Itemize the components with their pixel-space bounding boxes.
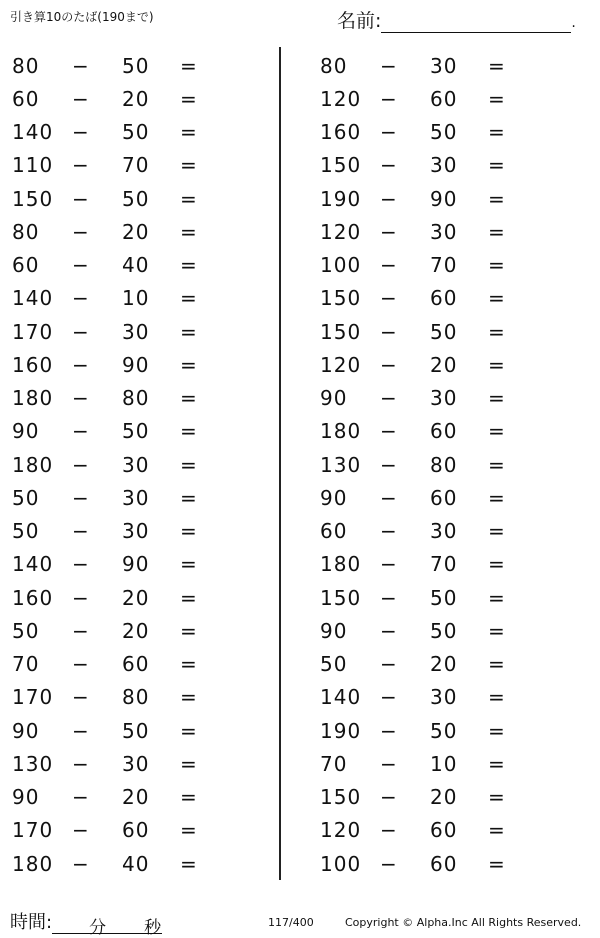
equals-sign: = — [180, 86, 197, 111]
problem-row — [0, 814, 280, 847]
minus-sign: − — [72, 153, 89, 178]
name-end-mark: . — [571, 15, 576, 31]
minuend: 190 — [320, 186, 362, 211]
subtrahend: 50 — [122, 120, 150, 145]
equals-sign: = — [488, 120, 505, 145]
minuend: 60 — [12, 253, 40, 278]
equals-sign: = — [488, 818, 505, 843]
subtrahend: 20 — [122, 219, 150, 244]
problem-row — [0, 82, 280, 115]
subtrahend: 30 — [122, 485, 150, 510]
equals-sign: = — [180, 120, 197, 145]
minus-sign: − — [72, 519, 89, 544]
problem-row — [0, 481, 280, 514]
equals-sign: = — [180, 718, 197, 743]
equals-sign: = — [488, 153, 505, 178]
minuend: 190 — [320, 718, 362, 743]
minuend: 150 — [320, 319, 362, 344]
subtrahend: 50 — [430, 718, 458, 743]
minus-sign: − — [72, 652, 89, 677]
minuend: 180 — [320, 419, 362, 444]
equals-sign: = — [488, 618, 505, 643]
minus-sign: − — [72, 851, 89, 876]
subtrahend: 10 — [430, 751, 458, 776]
equals-sign: = — [488, 286, 505, 311]
minutes-label: 分 — [89, 918, 107, 938]
subtrahend: 20 — [122, 86, 150, 111]
problem-row — [0, 548, 280, 581]
time-underline[interactable] — [52, 913, 162, 938]
subtrahend: 70 — [122, 153, 150, 178]
minus-sign: − — [380, 785, 397, 810]
equals-sign: = — [180, 785, 197, 810]
equals-sign: = — [488, 785, 505, 810]
equals-sign: = — [488, 186, 505, 211]
problem-row — [308, 614, 588, 647]
problem-row — [0, 415, 280, 448]
problem-row — [0, 448, 280, 481]
minuend: 80 — [320, 53, 348, 78]
minus-sign: − — [380, 286, 397, 311]
minuend: 170 — [12, 319, 54, 344]
problem-row — [0, 747, 280, 780]
problem-row — [308, 648, 588, 681]
minus-sign: − — [380, 519, 397, 544]
subtrahend: 60 — [122, 818, 150, 843]
subtrahend: 20 — [430, 652, 458, 677]
problem-row — [308, 548, 588, 581]
problem-row — [308, 215, 588, 248]
minuend: 90 — [12, 785, 40, 810]
equals-sign: = — [180, 652, 197, 677]
subtrahend: 50 — [122, 186, 150, 211]
equals-sign: = — [180, 751, 197, 776]
equals-sign: = — [488, 751, 505, 776]
minuend: 180 — [12, 386, 54, 411]
equals-sign: = — [180, 452, 197, 477]
equals-sign: = — [180, 386, 197, 411]
minuend: 180 — [12, 452, 54, 477]
equals-sign: = — [488, 319, 505, 344]
subtrahend: 20 — [122, 585, 150, 610]
problem-row — [308, 814, 588, 847]
minus-sign: − — [72, 718, 89, 743]
equals-sign: = — [180, 585, 197, 610]
minus-sign: − — [380, 618, 397, 643]
equals-sign: = — [180, 153, 197, 178]
minus-sign: − — [380, 751, 397, 776]
problem-row — [308, 282, 588, 315]
minus-sign: − — [380, 818, 397, 843]
time-field — [10, 908, 162, 938]
problem-row — [308, 348, 588, 381]
minuend: 50 — [12, 485, 40, 510]
subtrahend: 50 — [430, 120, 458, 145]
problem-row — [0, 249, 280, 282]
problem-row — [308, 781, 588, 814]
subtrahend: 30 — [430, 685, 458, 710]
minus-sign: − — [72, 386, 89, 411]
equals-sign: = — [488, 552, 505, 577]
minuend: 130 — [12, 751, 54, 776]
minus-sign: − — [72, 685, 89, 710]
problem-row — [308, 847, 588, 880]
time-label: 時間: — [10, 912, 53, 933]
minus-sign: − — [380, 485, 397, 510]
equals-sign: = — [488, 718, 505, 743]
equals-sign: = — [488, 851, 505, 876]
name-underline[interactable] — [381, 13, 571, 33]
subtrahend: 90 — [430, 186, 458, 211]
minuend: 170 — [12, 685, 54, 710]
minus-sign: − — [380, 120, 397, 145]
minus-sign: − — [72, 286, 89, 311]
problem-row — [0, 116, 280, 149]
minuend: 90 — [320, 386, 348, 411]
subtrahend: 60 — [430, 818, 458, 843]
minuend: 90 — [320, 485, 348, 510]
minus-sign: − — [380, 219, 397, 244]
subtrahend: 80 — [430, 452, 458, 477]
minus-sign: − — [72, 552, 89, 577]
subtrahend: 50 — [430, 585, 458, 610]
subtrahend: 30 — [430, 153, 458, 178]
problem-row — [0, 182, 280, 215]
subtrahend: 70 — [430, 552, 458, 577]
minus-sign: − — [380, 319, 397, 344]
subtrahend: 20 — [122, 618, 150, 643]
subtrahend: 90 — [122, 352, 150, 377]
minuend: 130 — [320, 452, 362, 477]
minuend: 100 — [320, 253, 362, 278]
left-problem-column — [0, 49, 280, 880]
right-problem-column — [308, 49, 588, 880]
minuend: 150 — [320, 286, 362, 311]
minus-sign: − — [72, 785, 89, 810]
minus-sign: − — [72, 219, 89, 244]
minuend: 100 — [320, 851, 362, 876]
seconds-label: 秒 — [144, 918, 162, 938]
column-divider — [279, 47, 281, 880]
problem-row — [0, 315, 280, 348]
problem-row — [308, 149, 588, 182]
equals-sign: = — [180, 685, 197, 710]
minuend: 160 — [320, 120, 362, 145]
subtrahend: 50 — [122, 718, 150, 743]
subtrahend: 20 — [122, 785, 150, 810]
problem-row — [308, 249, 588, 282]
equals-sign: = — [180, 519, 197, 544]
equals-sign: = — [180, 618, 197, 643]
problem-row — [0, 847, 280, 880]
problem-row — [0, 614, 280, 647]
minuend: 150 — [12, 186, 54, 211]
problem-row — [0, 714, 280, 747]
equals-sign: = — [488, 419, 505, 444]
equals-sign: = — [488, 219, 505, 244]
minuend: 180 — [12, 851, 54, 876]
minuend: 90 — [12, 419, 40, 444]
subtrahend: 60 — [430, 485, 458, 510]
equals-sign: = — [180, 53, 197, 78]
equals-sign: = — [488, 352, 505, 377]
minus-sign: − — [380, 685, 397, 710]
subtrahend: 30 — [430, 219, 458, 244]
minus-sign: − — [72, 751, 89, 776]
subtrahend: 50 — [430, 319, 458, 344]
equals-sign: = — [180, 818, 197, 843]
subtrahend: 20 — [430, 352, 458, 377]
minuend: 120 — [320, 219, 362, 244]
minus-sign: − — [72, 186, 89, 211]
minus-sign: − — [380, 386, 397, 411]
minuend: 50 — [12, 618, 40, 643]
minuend: 160 — [12, 585, 54, 610]
subtrahend: 50 — [122, 53, 150, 78]
minus-sign: − — [72, 585, 89, 610]
subtrahend: 60 — [122, 652, 150, 677]
equals-sign: = — [488, 519, 505, 544]
minus-sign: − — [72, 86, 89, 111]
equals-sign: = — [488, 485, 505, 510]
subtrahend: 50 — [122, 419, 150, 444]
equals-sign: = — [488, 53, 505, 78]
minuend: 150 — [320, 585, 362, 610]
problem-row — [308, 515, 588, 548]
minus-sign: − — [380, 253, 397, 278]
problem-row — [0, 149, 280, 182]
equals-sign: = — [180, 219, 197, 244]
minuend: 140 — [12, 286, 54, 311]
subtrahend: 60 — [430, 286, 458, 311]
minuend: 90 — [12, 718, 40, 743]
minus-sign: − — [72, 53, 89, 78]
minus-sign: − — [72, 352, 89, 377]
subtrahend: 20 — [430, 785, 458, 810]
problem-row — [308, 49, 588, 82]
problem-row — [308, 82, 588, 115]
problem-row — [0, 382, 280, 415]
subtrahend: 60 — [430, 419, 458, 444]
minus-sign: − — [380, 851, 397, 876]
equals-sign: = — [180, 419, 197, 444]
problem-row — [0, 215, 280, 248]
problem-row — [0, 648, 280, 681]
minuend: 80 — [12, 53, 40, 78]
minuend: 50 — [320, 652, 348, 677]
minus-sign: − — [72, 818, 89, 843]
problem-row — [0, 681, 280, 714]
problem-row — [0, 282, 280, 315]
name-field[interactable] — [337, 6, 576, 33]
subtrahend: 30 — [122, 751, 150, 776]
minuend: 140 — [320, 685, 362, 710]
equals-sign: = — [180, 352, 197, 377]
subtrahend: 80 — [122, 685, 150, 710]
equals-sign: = — [180, 552, 197, 577]
subtrahend: 50 — [430, 618, 458, 643]
subtrahend: 70 — [430, 253, 458, 278]
subtrahend: 30 — [122, 319, 150, 344]
problem-row — [308, 315, 588, 348]
minus-sign: − — [380, 585, 397, 610]
problem-row — [0, 581, 280, 614]
problem-row — [0, 348, 280, 381]
minuend: 140 — [12, 120, 54, 145]
minuend: 70 — [12, 652, 40, 677]
subtrahend: 60 — [430, 851, 458, 876]
problem-row — [0, 781, 280, 814]
minuend: 80 — [12, 219, 40, 244]
minus-sign: − — [380, 153, 397, 178]
minus-sign: − — [380, 419, 397, 444]
problem-row — [308, 747, 588, 780]
minuend: 90 — [320, 618, 348, 643]
minuend: 120 — [320, 86, 362, 111]
minus-sign: − — [72, 253, 89, 278]
minus-sign: − — [380, 86, 397, 111]
subtrahend: 10 — [122, 286, 150, 311]
minuend: 140 — [12, 552, 54, 577]
minus-sign: − — [380, 452, 397, 477]
equals-sign: = — [180, 253, 197, 278]
subtrahend: 90 — [122, 552, 150, 577]
minuend: 70 — [320, 751, 348, 776]
minuend: 120 — [320, 352, 362, 377]
equals-sign: = — [488, 86, 505, 111]
subtrahend: 30 — [122, 519, 150, 544]
problem-row — [308, 415, 588, 448]
minus-sign: − — [72, 485, 89, 510]
copyright-notice: Copyright © Alpha.Inc All Rights Reserved. — [345, 916, 582, 929]
equals-sign: = — [488, 585, 505, 610]
name-label: 名前: — [337, 10, 382, 32]
equals-sign: = — [180, 186, 197, 211]
minuend: 170 — [12, 818, 54, 843]
minuend: 60 — [12, 86, 40, 111]
equals-sign: = — [180, 319, 197, 344]
equals-sign: = — [180, 286, 197, 311]
minuend: 180 — [320, 552, 362, 577]
minuend: 60 — [320, 519, 348, 544]
minuend: 160 — [12, 352, 54, 377]
subtrahend: 30 — [430, 53, 458, 78]
minus-sign: − — [380, 186, 397, 211]
equals-sign: = — [488, 253, 505, 278]
minus-sign: − — [380, 552, 397, 577]
problem-row — [308, 116, 588, 149]
subtrahend: 60 — [430, 86, 458, 111]
minus-sign: − — [380, 652, 397, 677]
equals-sign: = — [488, 386, 505, 411]
minuend: 150 — [320, 785, 362, 810]
page-number: 117/400 — [268, 916, 314, 929]
equals-sign: = — [488, 452, 505, 477]
problem-row — [308, 382, 588, 415]
subtrahend: 30 — [122, 452, 150, 477]
problem-row — [0, 49, 280, 82]
equals-sign: = — [488, 685, 505, 710]
minuend: 150 — [320, 153, 362, 178]
problem-row — [0, 515, 280, 548]
equals-sign: = — [488, 652, 505, 677]
problem-row — [308, 448, 588, 481]
minus-sign: − — [72, 319, 89, 344]
subtrahend: 30 — [430, 519, 458, 544]
minus-sign: − — [72, 120, 89, 145]
minuend: 50 — [12, 519, 40, 544]
minus-sign: − — [72, 419, 89, 444]
minus-sign: − — [380, 53, 397, 78]
minus-sign: − — [72, 618, 89, 643]
problem-row — [308, 681, 588, 714]
minus-sign: − — [380, 718, 397, 743]
minuend: 120 — [320, 818, 362, 843]
minus-sign: − — [380, 352, 397, 377]
equals-sign: = — [180, 485, 197, 510]
subtrahend: 40 — [122, 851, 150, 876]
problem-row — [308, 481, 588, 514]
problem-row — [308, 581, 588, 614]
equals-sign: = — [180, 851, 197, 876]
minus-sign: − — [72, 452, 89, 477]
minuend: 110 — [12, 153, 54, 178]
subtrahend: 30 — [430, 386, 458, 411]
worksheet-title: 引き算10のたば(190まで) — [10, 10, 154, 24]
subtrahend: 80 — [122, 386, 150, 411]
problem-row — [308, 714, 588, 747]
problem-row — [308, 182, 588, 215]
subtrahend: 40 — [122, 253, 150, 278]
